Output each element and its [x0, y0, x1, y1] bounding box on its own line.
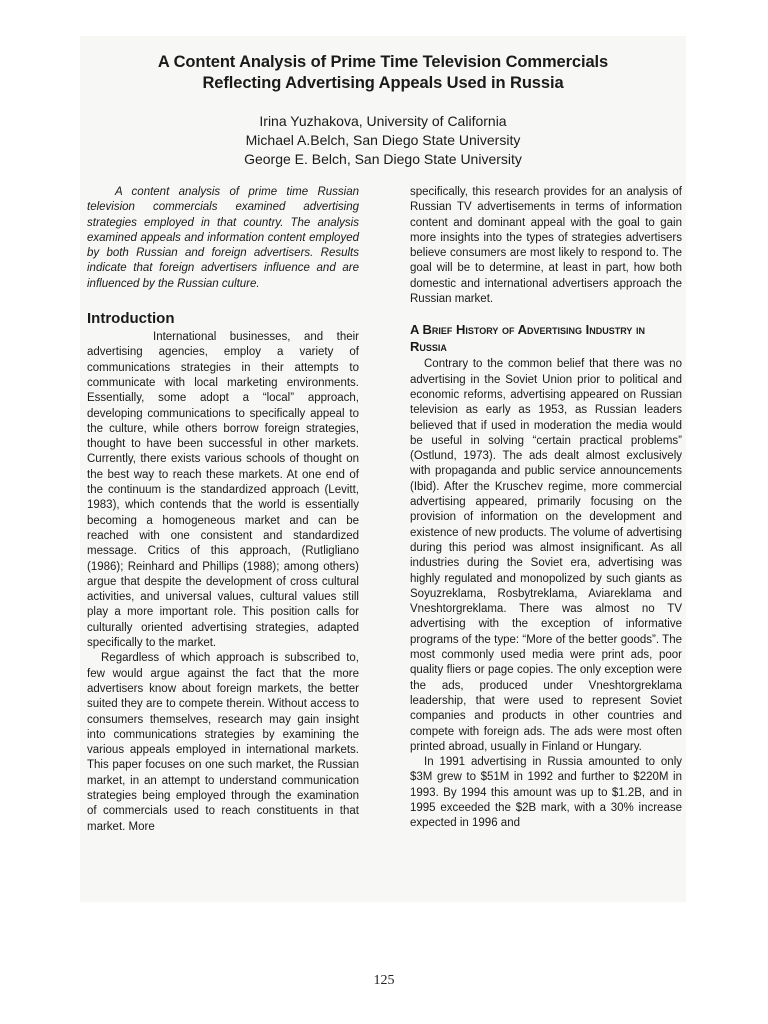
introduction-continuation: specifically, this research provides for an analysis of Russian TV advertisements in terms of information content and dominant appeal with the goal to gain more insights into the types of strategies advertisers believe consumers are most likely to respond to. The goal will be to determine, at least in part, how both domestic and international advertisers approach the Russian market.: [410, 186, 682, 306]
introduction-paragraph-2: Regardless of which approach is subscribed to, few would argue against the fact that the more advertisers know about foreign markets, the better suited they are to compete therein. Without access to consumers themselves, research may gain insight into communications strategies by examining the various appeals employed in international markets. This paper focuses on one such market, the Russian market, in an attempt to understand communication strategies being employed through the examination of commercials used to reach constituents in that market. More: [87, 652, 359, 833]
title-line-1: A Content Analysis of Prime Time Television Commercials: [157, 53, 609, 71]
history-heading: A Brief History of Advertising Industry in Russia: [410, 322, 646, 355]
right-column: [410, 185, 682, 832]
title-line-2: Reflecting Advertising Appeals Used in Russia: [202, 74, 564, 92]
author-list: [80, 112, 686, 169]
page-number: 125: [373, 973, 395, 988]
author-3: George E. Belch, San Diego State University: [244, 151, 522, 167]
introduction-paragraph-1: International businesses, and their advertising agencies, employ a variety of communications strategies in their attempts to communicate with local marketing environments. Essentially, some adopt a “local” approach, developing communications to specifically appeal to the culture, while others borrow foreign strategies, thought to have been successful in other markets. Currently, there exists various schools of thought on the best way to reach these markets. At one end of the continuum is the standardized approach (Levitt, 1983), which contends that the world is essentially becoming a homogeneous market and can be reached with one consistent and standardized message. Critics of this approach, (Rutligliano (1986); Reinhard and Phillips (1988); among others) argue that despite the development of cross cultural activities, and universal values, cultural values still play a more important role. This position calls for culturally oriented advertising strategies, adapted specifically to the market.: [87, 331, 359, 650]
history-paragraph-2: In 1991 advertising in Russia amounted to only $3M grew to $51M in 1992 and further to $220M in 1993. By 1994 this amount was up to $1.2B, and in 1995 exceeded the $2B mark, with a 30% increase expected in 1996 and: [410, 756, 682, 830]
author-2: Michael A.Belch, San Diego State University: [245, 132, 521, 148]
paper-title: [80, 52, 686, 94]
author-1: Irina Yuzhakova, University of California: [259, 113, 507, 129]
left-column: [87, 185, 359, 835]
abstract: A content analysis of prime time Russian television commercials examined advertising strategies employed in that country. The analysis examined appeals and information content employed by both Russian and foreign advertisers. Results indicate that foreign advertisers influence and are influenced by the Russian culture.: [87, 186, 359, 290]
history-paragraph-1: Contrary to the common belief that there was no advertising in the Soviet Union prior to political and economic reforms, advertising appeared on Russian television as early as 1953, as Russian leaders believed that if used in moderation the media would be useful in solving “certain practical problems” (Ostlund, 1973). The ads dealt almost exclusively with propaganda and public service announcements (Ibid). After the Kruschev regime, more commercial advertising appeared, primarily focusing on the provision of information on the development and existence of new products. The volume of advertising during this period was almost insignificant. As all industries during the Soviet era, advertising was highly regulated and monopolized by such giants as Soyuzreklama, Rosbytreklama, Aviareklama and Vneshtorgreklama. There was almost no TV advertising with the exception of informative programs of the type: “More of the better goods”. The most commonly used media were print ads, poor quality fliers or page copies. The only exception were the ads, produced under Vneshtorgreklama leadership, that were used to represent Soviet companies and products in other countries and compete with foreign ads. The ads were most often printed abroad, usually in Finland or Hungary.: [410, 358, 682, 753]
introduction-heading: Introduction: [87, 310, 175, 328]
